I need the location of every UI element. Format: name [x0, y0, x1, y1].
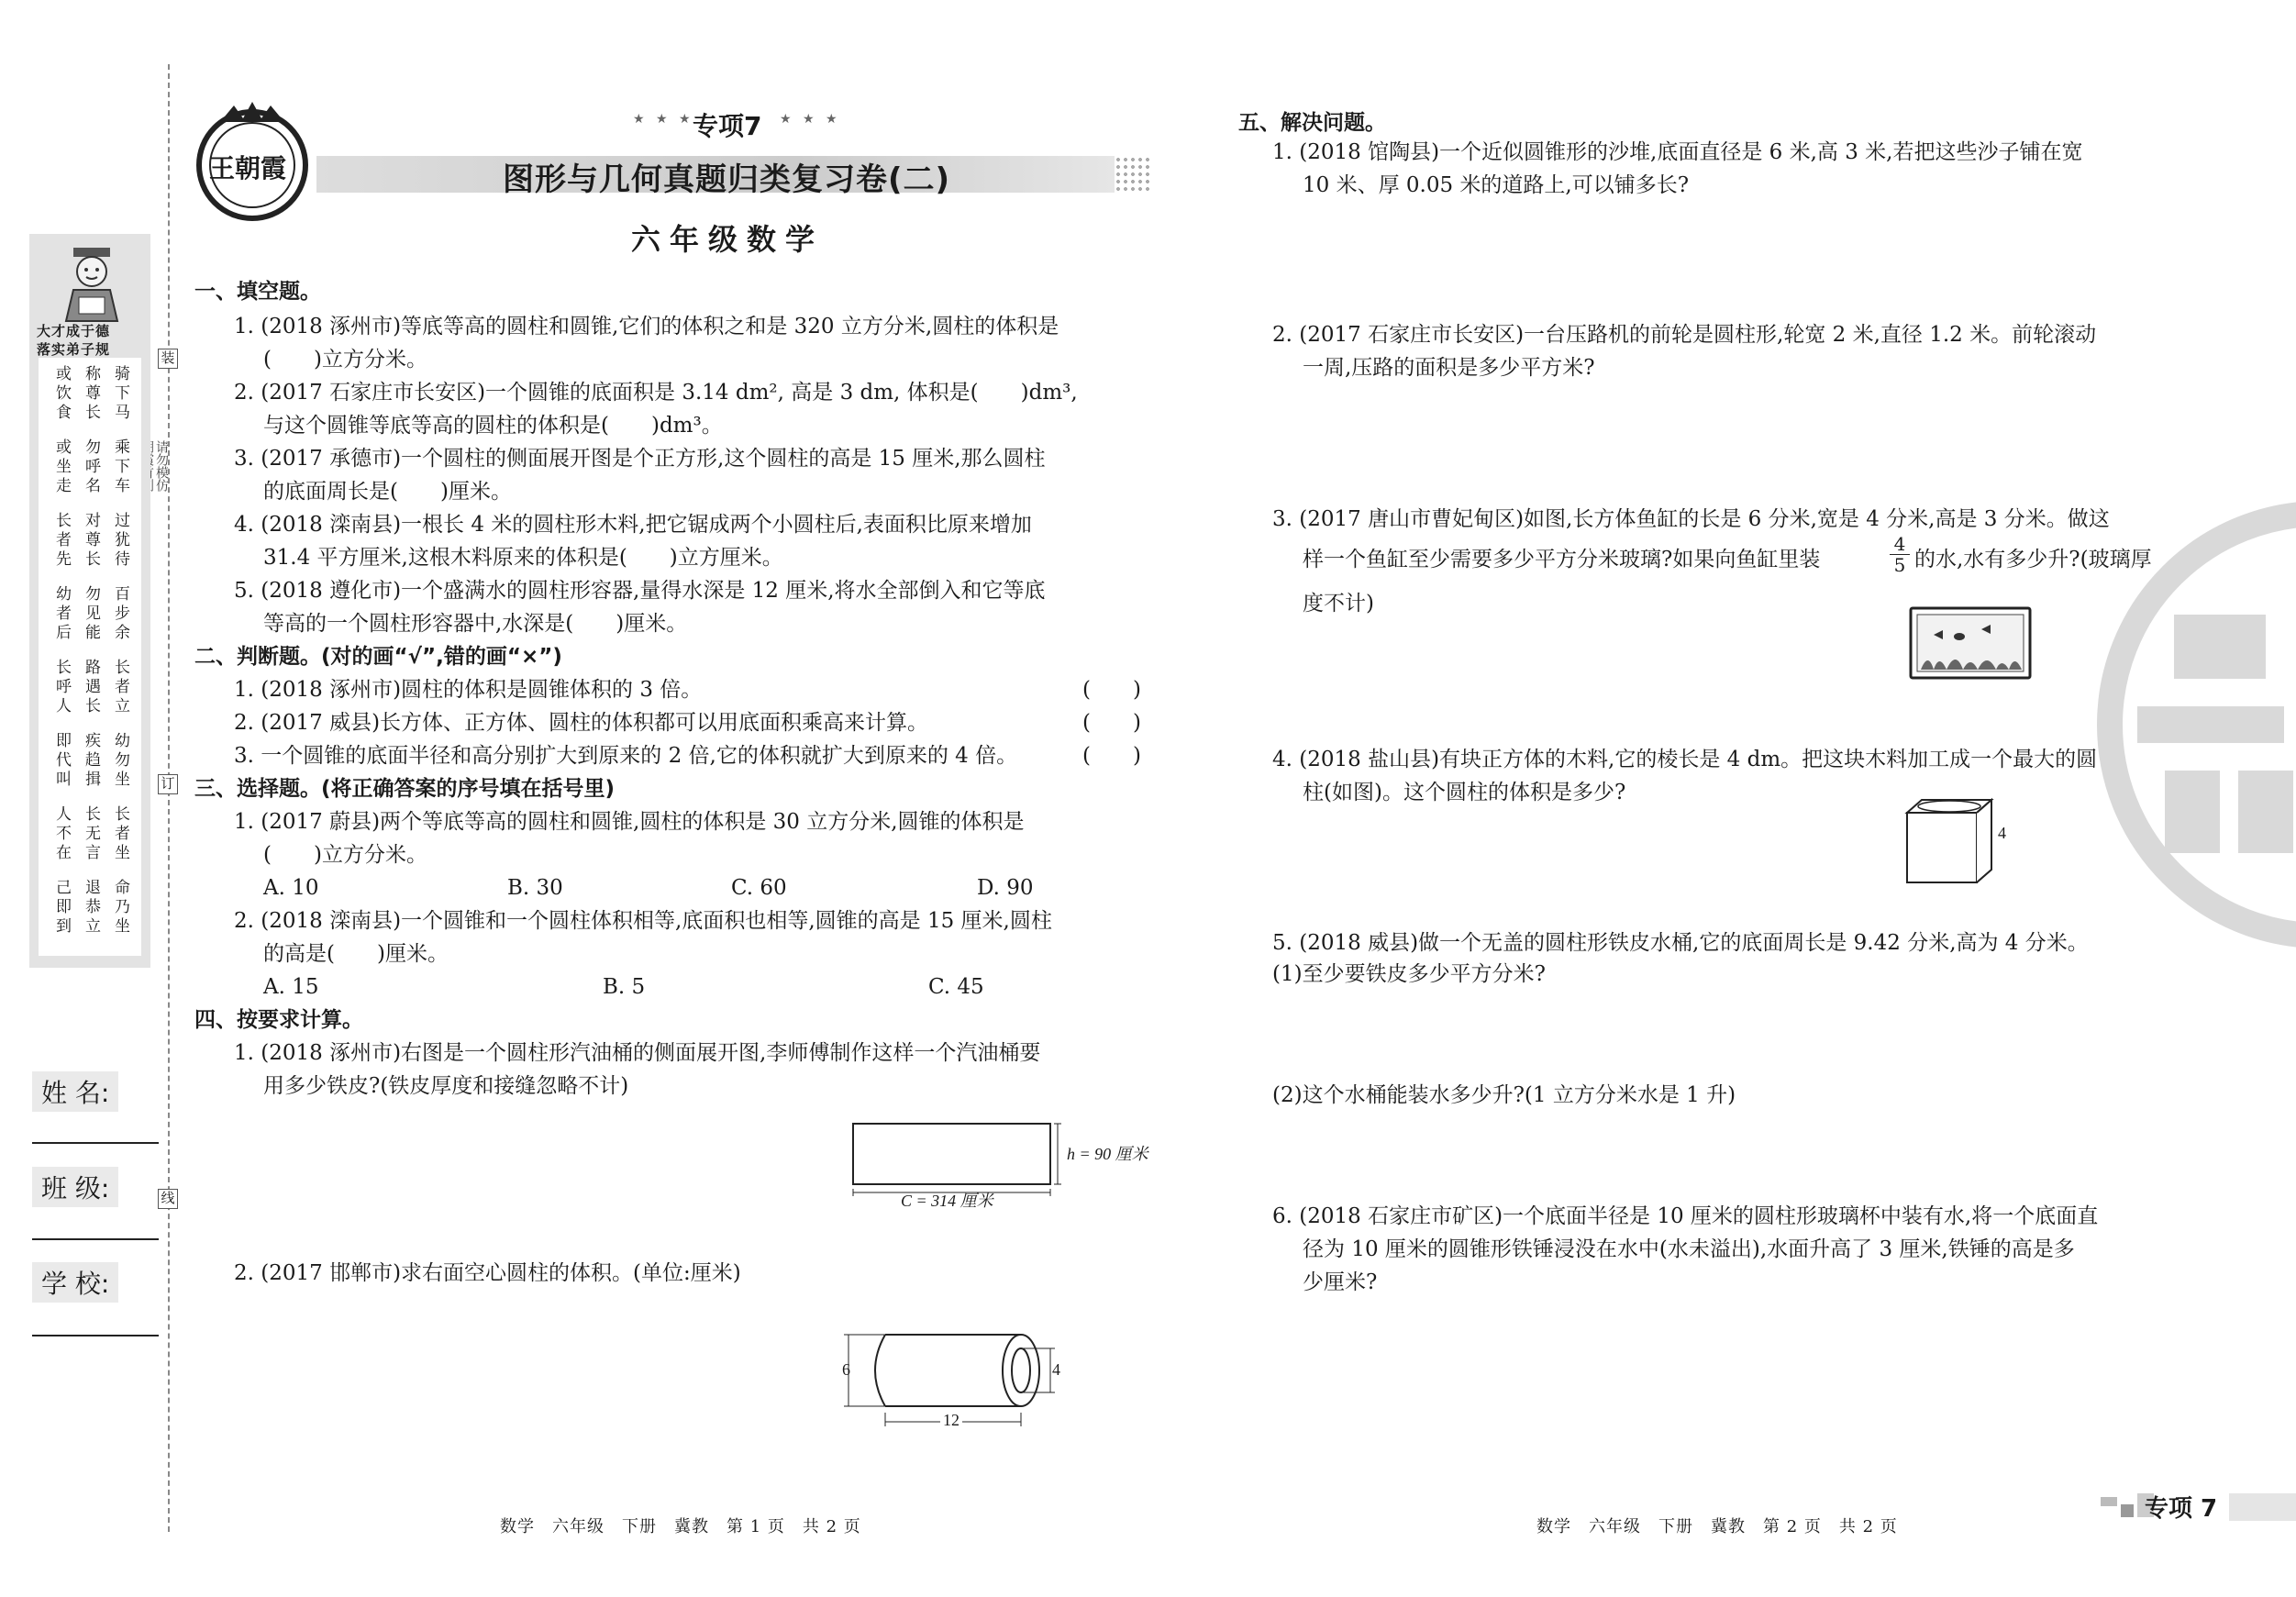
s5-q3-line2b: 的水,水有多少升?(玻璃厚 — [1914, 548, 2152, 571]
oil-drum-circumference-label: C = 314 厘米 — [901, 1192, 993, 1210]
motto-column: 路遇长 — [82, 659, 100, 716]
topic-tab: 专项 7 — [2145, 1495, 2218, 1523]
motto-column: 或坐走 — [52, 438, 71, 496]
motto-column: 退恭立 — [82, 879, 100, 937]
s1-q3-line1: 3. (2017 承德市)一个圆柱的侧面展开图是个正方形,这个圆柱的高是 15 厘米,那么圆柱 — [234, 447, 1046, 471]
motto-column: 幼者后 — [52, 585, 71, 643]
s5-q5-sub1: (1)至少要铁皮多少平方分米? — [1272, 962, 1546, 986]
footer-left: 数学 六年级 下册 冀教 第 1 页 共 2 页 — [500, 1517, 861, 1536]
s3-q2-option-a[interactable]: A. 15 — [263, 975, 319, 999]
s5-q1-line2: 10 米、厚 0.05 米的道路上,可以铺多长? — [1303, 173, 1690, 197]
hollow-cylinder-outer-label: 6 — [842, 1360, 850, 1379]
s5-q4-line1: 4. (2018 盐山县)有块正方体的木料,它的棱长是 4 dm。把这块木料加工成一个最大的圆 — [1272, 748, 2098, 771]
s5-q2-line1: 2. (2017 石家庄市长安区)一台压路机的前轮是圆柱形,轮宽 2 米,直径 1.2 米。前轮滚动 — [1272, 323, 2097, 347]
s5-q3-line3: 度不计) — [1303, 592, 1374, 616]
hollow-cylinder-length-label: 12 — [940, 1411, 962, 1430]
s5-q3-line1: 3. (2017 唐山市曹妃甸区)如图,长方体鱼缸的长是 6 分米,宽是 4 分米,高是 3 分米。做这 — [1272, 507, 2110, 531]
s4-q1-line2: 用多少铁皮?(铁皮厚度和接缝忽略不计) — [263, 1074, 629, 1098]
section1-heading: 一、填空题。 — [194, 280, 321, 304]
side-note-2: 请勿模仿 — [154, 440, 169, 492]
motto-column: 勿呼名 — [82, 438, 100, 496]
motto-column: 对尊长 — [82, 512, 100, 570]
section2-heading: 二、判断题。(对的画“√”,错的画“×”) — [194, 645, 562, 669]
s5-q2-line2: 一周,压路的面积是多少平方米? — [1303, 356, 1595, 380]
motto-column: 或饮食 — [52, 365, 71, 423]
s1-q4-line1: 4. (2018 滦南县)一根长 4 米的圆柱形木料,把它锯成两个小圆柱后,表面积比原来增加 — [234, 513, 1032, 537]
oil-drum-net-figure — [849, 1115, 1179, 1215]
s3-q1-option-b[interactable]: B. 30 — [507, 876, 563, 900]
motto-column: 幼勿坐 — [111, 732, 129, 790]
s4-q2: 2. (2017 邯郸市)求右面空心圆柱的体积。(单位:厘米) — [234, 1261, 741, 1285]
cut-mark-3: 线 — [158, 1189, 178, 1209]
s1-q1-line1: 1. (2018 涿州市)等底等高的圆柱和圆锥,它们的体积之和是 320 立方分米,圆柱的体积是 — [234, 315, 1059, 338]
s1-q5-line2: 等高的一个圆柱形容器中,水深是( )厘米。 — [263, 612, 688, 636]
s2-q3: 3. 一个圆锥的底面半径和高分别扩大到原来的 2 倍,它的体积就扩大到原来的 4 倍。 — [234, 744, 1018, 768]
s5-q6-line2: 径为 10 厘米的圆锥形铁锤浸没在水中(水未溢出),水面升高了 3 厘米,铁锤的高是多 — [1303, 1237, 2075, 1261]
binding-line — [168, 64, 170, 1532]
s1-q5-line1: 5. (2018 遵化市)一个盛满水的圆柱形容器,量得水深是 12 厘米,将水全部倒入和它等底 — [234, 579, 1046, 603]
hollow-cylinder-inner-label: 4 — [1052, 1360, 1060, 1379]
brand-logo-text: 王朝霞 — [209, 153, 287, 183]
s2-q2: 2. (2017 威县)长方体、正方体、圆柱的体积都可以用底面积乘高来计算。 — [234, 711, 929, 735]
s2-q1-answer[interactable]: ( ) — [1082, 678, 1141, 702]
cut-mark-2: 订 — [158, 774, 178, 794]
s5-q6-line3: 少厘米? — [1303, 1270, 1378, 1294]
motto-column: 长者先 — [52, 512, 71, 570]
s3-q2-line1: 2. (2018 滦南县)一个圆锥和一个圆柱体积相等,底面积也相等,圆锥的高是 15 厘米,圆柱 — [234, 909, 1052, 933]
s3-q2-line2: 的高是( )厘米。 — [263, 942, 449, 966]
motto-column: 称尊长 — [82, 365, 100, 423]
s1-q1-line2: ( )立方分米。 — [263, 348, 427, 372]
s3-q2-option-c[interactable]: C. 45 — [928, 975, 984, 999]
topic-badge: 专项7 — [693, 111, 762, 141]
watermark-seal-icon — [2064, 477, 2296, 972]
s3-q1-line1: 1. (2017 蔚县)两个等底等高的圆柱和圆锥,圆柱的体积是 30 立方分米,圆锥的体积是 — [234, 810, 1025, 834]
s1-q3-line2: 的底面周长是( )厘米。 — [263, 480, 512, 504]
motto-line-1: 大才成于德 — [37, 323, 111, 339]
s3-q1-option-a[interactable]: A. 10 — [263, 876, 319, 900]
motto-column: 过犹待 — [111, 512, 129, 570]
s5-q5-sub2: (2)这个水桶能装水多少升?(1 立方分米水是 1 升) — [1272, 1083, 1736, 1107]
name-label: 姓 名: — [32, 1071, 118, 1112]
fish-tank-figure — [1908, 605, 2036, 683]
s5-q6-line1: 6. (2018 石家庄市矿区)一个底面半径是 10 厘米的圆柱形玻璃杯中装有水,将一个底面直 — [1272, 1204, 2099, 1228]
s5-q3-line2a: 样一个鱼缸至少需要多少平方分米玻璃?如果向鱼缸里装 — [1303, 548, 1821, 571]
s5-q5-line1: 5. (2018 威县)做一个无盖的圆柱形铁皮水桶,它的底面周长是 9.42 分米,高为 4 分米。 — [1272, 931, 2089, 955]
s2-q3-answer[interactable]: ( ) — [1082, 744, 1141, 768]
s2-q2-answer[interactable]: ( ) — [1082, 711, 1141, 735]
s1-q2-line2: 与这个圆锥等底等高的圆柱的体积是( )dm³。 — [263, 414, 723, 438]
motto-column: 己即到 — [52, 879, 71, 937]
page-title: 图形与几何真题归类复习卷(二) — [503, 161, 951, 198]
cut-mark-1: 装 — [158, 349, 178, 369]
page-subtitle: 六年级数学 — [631, 222, 825, 257]
badge-stars-left: ★ ★ ★ — [633, 112, 694, 127]
oil-drum-height-label: h = 90 厘米 — [1067, 1145, 1148, 1163]
motto-column: 即代叫 — [52, 732, 71, 790]
s3-q2-option-b[interactable]: B. 5 — [603, 975, 646, 999]
motto-column: 命乃坐 — [111, 879, 129, 937]
s3-q1-option-d[interactable]: D. 90 — [977, 876, 1034, 900]
motto-column: 长者立 — [111, 659, 129, 716]
section5-heading: 五、解决问题。 — [1238, 111, 1386, 135]
topic-tab-bar — [2229, 1493, 2296, 1521]
badge-stars-right: ★ ★ ★ — [780, 112, 841, 127]
s3-q1-option-c[interactable]: C. 60 — [731, 876, 787, 900]
fraction-numerator: 4 — [1890, 534, 1910, 555]
s1-q2-line1: 2. (2017 石家庄市长安区)一个圆锥的底面积是 3.14 dm², 高是 3 dm, 体积是( )dm³, — [234, 381, 1078, 405]
title-bar-pattern — [1115, 156, 1151, 193]
s1-q4-line2: 31.4 平方厘米,这根木料原来的体积是( )立方厘米。 — [263, 546, 783, 570]
fraction — [1890, 534, 1910, 575]
s5-q1-line1: 1. (2018 馆陶县)一个近似圆锥形的沙堆,底面直径是 6 米,高 3 米,若把这些沙子铺在宽 — [1272, 140, 2083, 164]
motto-line-2: 落实弟子规 — [37, 341, 111, 358]
cube-cylinder-figure — [1903, 796, 2004, 888]
motto-column: 长呼人 — [52, 659, 71, 716]
motto-column: 人不在 — [52, 805, 71, 863]
s3-q1-line2: ( )立方分米。 — [263, 843, 427, 867]
footer-right: 数学 六年级 下册 冀教 第 2 页 共 2 页 — [1536, 1517, 1898, 1536]
school-field[interactable] — [32, 1335, 159, 1336]
motto-column: 长无言 — [82, 805, 100, 863]
motto-column: 勿见能 — [82, 585, 100, 643]
class-field[interactable] — [32, 1238, 159, 1240]
section3-heading: 三、选择题。(将正确答案的序号填在括号里) — [194, 777, 616, 801]
fraction-denominator: 5 — [1893, 554, 1906, 576]
motto-column: 疾趋揖 — [82, 732, 100, 790]
class-label: 班 级: — [32, 1167, 118, 1207]
scholar-figure-icon — [46, 240, 138, 323]
cube-edge-label: 4 — [1998, 824, 2006, 842]
motto-column: 骑下马 — [111, 365, 129, 423]
s4-q1-line1: 1. (2018 涿州市)右图是一个圆柱形汽油桶的侧面展开图,李师傅制作这样一个汽油桶要 — [234, 1041, 1041, 1065]
s5-q4-line2: 柱(如图)。这个圆柱的体积是多少? — [1303, 781, 1626, 804]
tab-decor-1 — [2101, 1497, 2117, 1506]
school-label: 学 校: — [32, 1262, 118, 1303]
motto-column: 百步余 — [111, 585, 129, 643]
name-field[interactable] — [32, 1142, 159, 1144]
motto-column: 长者坐 — [111, 805, 129, 863]
section4-heading: 四、按要求计算。 — [194, 1008, 363, 1032]
s2-q1: 1. (2018 涿州市)圆柱的体积是圆锥体积的 3 倍。 — [234, 678, 703, 702]
tab-decor-2 — [2121, 1504, 2134, 1517]
motto-column: 乘下车 — [111, 438, 129, 496]
